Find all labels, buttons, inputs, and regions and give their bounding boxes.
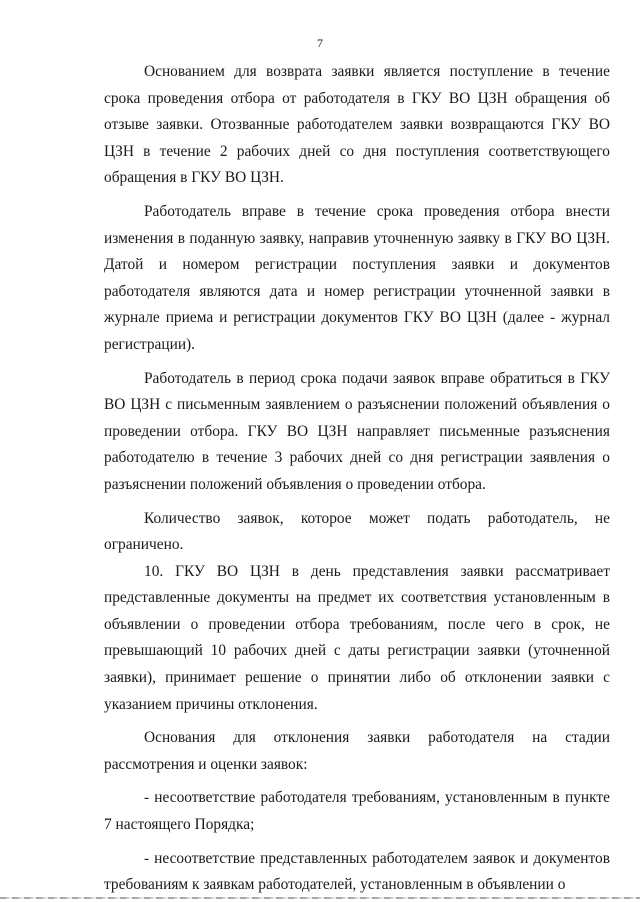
paragraph-application-count: Количество заявок, которое может подать работодатель, не ограничено.: [104, 509, 610, 554]
paragraph-return-grounds: Основанием для возврата заявки является поступление в течение срока проведения отбора от работодателя в ГКУ ВО ЦЗН обращения об отзыве заявки. Отозванные работодателем заявки возвращаются ГКУ ВО ЦЗН в течение 2 рабочих дней со дня поступления соответствующего обращения в ГКУ ВО ЦЗН.: [104, 63, 610, 187]
paragraph-clarification-request: Работодатель в период срока подачи заявок вправе обратиться в ГКУ ВО ЦЗН с письменным заявлением о разъяснении положений объявления о проведении отбора. ГКУ ВО ЦЗН направляет письменные разъяснения работодателю в течение 3 рабочих дней со дня регистрации заявления о разъяснении положений объявления о проведении отбора.: [104, 369, 610, 493]
list-item-documents-mismatch: - несоответствие представленных работодателем заявок и документов требованиям к заявкам работодателей, установленным в объявлении о: [104, 849, 610, 894]
page-number: 7: [317, 36, 323, 50]
list-item-employer-mismatch: - несоответствие работодателя требованиям, установленным в пункте 7 настоящего Порядка;: [104, 789, 610, 834]
paragraph-amend-application: Работодатель вправе в течение срока проведения отбора внести изменения в поданную заявку, направив уточненную заявку в ГКУ ВО ЦЗН. Датой и номером регистрации поступления заявки и документов работодателя являются дата и номер регистрации уточненной заявки в журнале приема и регистрации документов ГКУ ВО ЦЗН (далее - журнал регистрации).: [104, 202, 610, 353]
paragraph-rejection-grounds: Основания для отклонения заявки работодателя на стадии рассмотрения и оценки заявок:: [104, 729, 610, 773]
document-body: [104, 59, 610, 899]
scan-edge-artifact: [0, 897, 640, 899]
paragraph-item-10: 10. ГКУ ВО ЦЗН в день представления заявки рассматривает представленные документы на предмет их соответствия установленным в объявлении о проведении отбора требованиям, после чего в срок, не превышающий 10 рабочих дней с даты регистрации заявки (уточненной заявки), принимает решение о принятии либо об отклонении заявки с указанием причины отклонения.: [104, 562, 610, 713]
